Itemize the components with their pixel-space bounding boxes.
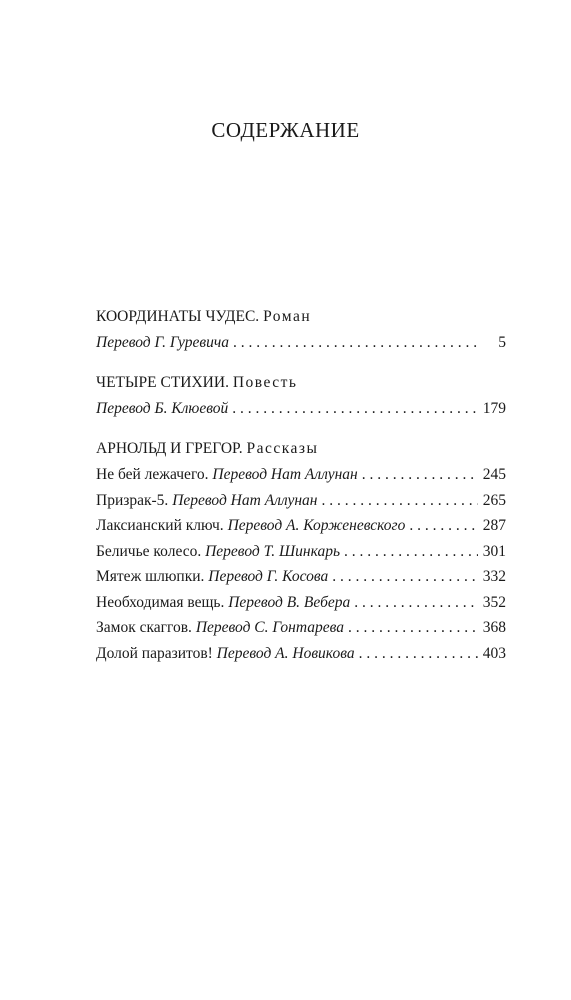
toc-entry[interactable] [96, 564, 506, 590]
entry-story-title: Необходимая вещь. [96, 593, 225, 611]
entry-translator: Перевод Нат Аллунан [172, 491, 318, 509]
toc-section-novel [96, 304, 506, 355]
toc-entry[interactable] [96, 539, 506, 565]
entry-story-title: Беличье колесо. [96, 542, 202, 560]
entry-page-number: 245 [482, 466, 506, 483]
entry-story-title: Призрак-5. [96, 491, 169, 509]
page-title: СОДЕРЖАНИЕ [211, 118, 360, 142]
section-genre: Роман [263, 308, 312, 325]
entry-page-number: 352 [482, 593, 506, 611]
entry-label [96, 488, 317, 513]
entry-translator: Перевод Т. Шинкарь [205, 542, 341, 560]
toc-section-stories [96, 436, 506, 666]
entry-translator: Перевод Нат Аллунан [212, 466, 358, 483]
entry-page-number: 265 [482, 491, 506, 509]
section-title [96, 304, 506, 330]
entry-label [96, 641, 355, 666]
entry-translator: Перевод А. Новикова [216, 644, 355, 662]
dot-leader [332, 564, 478, 589]
toc-section-novella [96, 370, 506, 421]
entry-translator: Перевод Г. Гуревича [96, 334, 229, 351]
dot-leader [409, 513, 478, 538]
toc-entry[interactable] [96, 615, 506, 641]
section-title [96, 436, 506, 462]
entry-story-title: Мятеж шлюпки. [96, 568, 205, 585]
entry-page-number: 5 [498, 334, 506, 351]
section-genre: Повесть [232, 374, 298, 391]
entry-story-title: Лаксианский ключ. [96, 517, 224, 534]
dot-leader [362, 462, 478, 487]
toc-entry[interactable] [96, 330, 506, 355]
section-title [96, 370, 506, 396]
entry-story-title: Долой паразитов! [96, 644, 213, 662]
entry-label [96, 590, 350, 615]
dot-leader [232, 396, 478, 421]
entry-page-number: 368 [482, 619, 506, 636]
entry-translator: Перевод Г. Косова [208, 568, 329, 585]
section-title-text: АРНОЛЬД И ГРЕГОР. [96, 440, 243, 457]
dot-leader [233, 330, 478, 355]
entry-label [96, 615, 344, 640]
entry-label [96, 539, 340, 564]
entry-story-title: Замок скаггов. [96, 619, 192, 636]
toc-entry[interactable] [96, 488, 506, 514]
section-title-text: ЧЕТЫРЕ СТИХИИ. [96, 374, 229, 391]
entry-translator: Перевод А. Корженевского [227, 517, 406, 534]
entry-label [96, 396, 228, 421]
entry-page-number: 179 [482, 400, 506, 417]
section-title-text: КООРДИНАТЫ ЧУДЕС. [96, 308, 260, 325]
entry-page-number: 287 [482, 517, 506, 534]
toc-entry[interactable] [96, 462, 506, 488]
dot-leader [321, 488, 478, 513]
entry-label [96, 462, 358, 487]
entry-label [96, 564, 328, 589]
dot-leader [348, 615, 478, 640]
entry-page-number: 332 [482, 568, 506, 585]
toc-entry[interactable] [96, 396, 506, 421]
entry-translator: Перевод В. Вебера [228, 593, 351, 611]
dot-leader [359, 641, 478, 666]
entry-page-number: 403 [482, 644, 506, 662]
table-of-contents [96, 304, 506, 681]
entry-story-title: Не бей лежачего. [96, 466, 209, 483]
toc-entry[interactable] [96, 590, 506, 616]
section-genre: Рассказы [246, 440, 319, 457]
toc-entry[interactable] [96, 641, 506, 667]
toc-entry[interactable] [96, 513, 506, 539]
entry-label [96, 513, 405, 538]
dot-leader [344, 539, 478, 564]
entry-translator: Перевод С. Гонтарева [195, 619, 344, 636]
entry-translator: Перевод Б. Клюевой [96, 400, 229, 417]
entry-label [96, 330, 229, 355]
entry-page-number: 301 [482, 542, 506, 560]
dot-leader [354, 590, 478, 615]
